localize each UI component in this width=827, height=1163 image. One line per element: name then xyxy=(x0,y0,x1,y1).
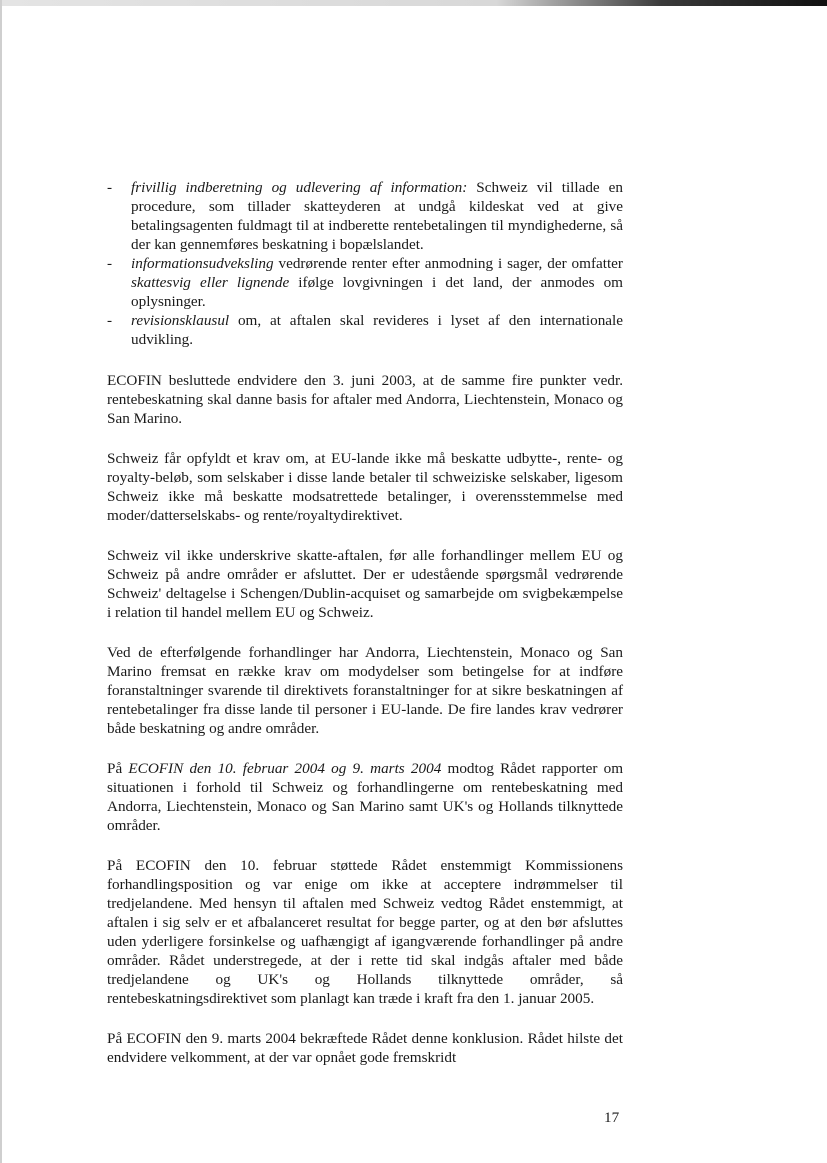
bullet-dash: - xyxy=(107,179,113,196)
paragraph-text: modtog Rådet rapporter om situationen i forhold til Schweiz og forhandlingerne om rentebeskatning med Andorra, Liechtenstein, Monaco og San Marino samt UK's og Hollands tilknyttede områder. xyxy=(107,760,624,834)
paragraph: Ved de efterfølgende forhandlinger har Andorra, Liechtenstein, Monaco og San Marino fremsat en række krav om modydelser som betingelse for at indføre foranstaltninger svarende til direktivets foranstaltninger for at sikre beskatningen af rentebetalinger fra disse lande til personer i EU-lande. De fire landes krav vedrører både beskatning og andre områder. xyxy=(107,644,623,737)
bullet-term-inline: skattesvig eller lignende xyxy=(131,274,290,291)
bullet-dash: - xyxy=(107,255,113,272)
paragraph-italic: ECOFIN den 10. februar 2004 og 9. marts 2004 xyxy=(128,760,442,777)
document-body xyxy=(107,178,623,1088)
paragraph: ECOFIN besluttede endvidere den 3. juni 2003, at de samme fire punkter vedr. rentebeskatning skal danne basis for aftaler med Andorra, Liechtenstein, Monaco og San Marino. xyxy=(107,372,623,427)
bullet-text: ifølge lovgivningen i det land, der anmodes om oplysninger. xyxy=(131,274,623,310)
bullet-text: Schweiz vil tillade en procedure, som tillader skatteyderen at undgå kildeskat ved at give betalingsagenten fuldmagt til at indberette rentebetalingen til myndighederne, så der kan gennemføres beskatning i bopælslandet. xyxy=(131,179,623,253)
page-number: 17 xyxy=(604,1109,620,1126)
bullet-text: om, at aftalen skal revideres i lyset af den internationale udvikling. xyxy=(131,312,623,348)
bullet-term: revisionsklausul xyxy=(131,312,230,329)
bullet-term: frivillig indberetning og udlevering af information: xyxy=(131,179,468,196)
list-item xyxy=(107,178,623,254)
scan-edge-left xyxy=(0,0,2,1163)
list-item xyxy=(107,254,623,311)
paragraph xyxy=(107,759,623,835)
bullet-dash: - xyxy=(107,312,113,329)
bullet-text: vedrørende renter efter anmodning i sager, der omfatter xyxy=(273,255,623,272)
bullet-term: informationsudveksling xyxy=(131,255,274,272)
paragraph: Schweiz får opfyldt et krav om, at EU-lande ikke må beskatte udbytte-, rente- og royalty-beløb, som selskaber i disse lande betaler til schweiziske selskaber, ligesom Schweiz ikke må beskatte modsatrettede betalinger, i overensstemmelse med moder/datterselskabs- og rente/royaltydirektivet. xyxy=(107,450,623,524)
scan-edge-top xyxy=(0,0,827,6)
paragraph: På ECOFIN den 10. februar støttede Rådet enstemmigt Kommissionens forhandlingsposition og var enige om ikke at acceptere indrømmelser til tredjelandene. Med hensyn til aftalen med Schweiz vedtog Rådet enstemmigt, at aftalen i sig selv er et afbalanceret resultat for begge parter, og at den bør afsluttes uden yderligere forsinkelse og uafhængigt af igangværende forhandlinger på andre områder. Rådet understregede, at der i rette tid skal indgås aftaler med både tredjelandene og UK's og Hollands tilknyttede områder, så rentebeskatningsdirektivet som planlagt kan træde i kraft fra den 1. januar 2005. xyxy=(107,857,623,1007)
list-item xyxy=(107,311,623,349)
paragraph-text: På xyxy=(107,760,129,777)
paragraph: På ECOFIN den 9. marts 2004 bekræftede Rådet denne konklusion. Rådet hilste det endvidere velkomment, at der var opnået gode fremskridt xyxy=(107,1030,623,1066)
bullet-list xyxy=(107,178,623,349)
paragraph: Schweiz vil ikke underskrive skatte-aftalen, før alle forhandlinger mellem EU og Schweiz på andre områder er afsluttet. Der er udestående spørgsmål vedrørende Schweiz' deltagelse i Schengen/Dublin-acquiset og samarbejde om svigbekæmpelse i relation til handel mellem EU og Schweiz. xyxy=(107,547,623,621)
